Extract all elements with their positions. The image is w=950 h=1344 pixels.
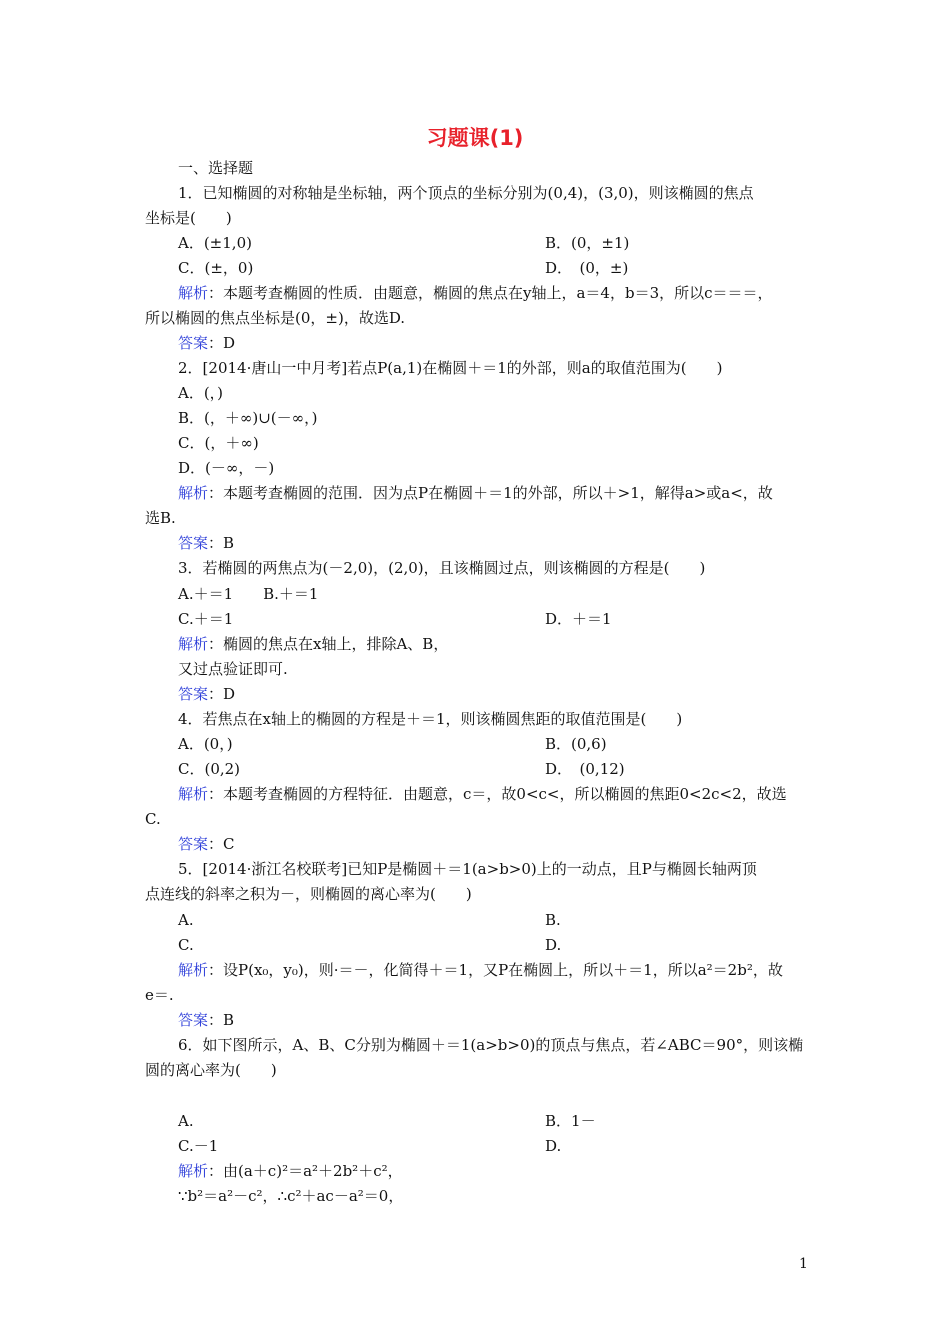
text-line (178, 358, 722, 378)
answer-label: 解析 (178, 961, 209, 979)
text-line (545, 734, 607, 754)
text-run: ：本题考查椭圆的方程特征．由题意，c＝，故0<c<，所以椭圆的焦距0<2c<2，故选 (208, 785, 787, 803)
text-run: ：设P(x₀，y₀)，则·＝－，化简得＋＝1，又P在椭圆上，所以＋＝1，所以a²＝2b²，故 (208, 961, 783, 979)
text-line (145, 208, 232, 228)
text-run: ：由(a＋c)²＝a²＋2b²＋c²， (208, 1162, 403, 1180)
text-line (178, 659, 288, 679)
text-run: ：C (208, 835, 235, 853)
text-run: ：本题考查椭圆的性质．由题意，椭圆的焦点在y轴上，a＝4，b＝3，所以c＝＝＝， (208, 284, 773, 302)
answer-label: 答案 (178, 334, 209, 352)
text-run: C.－1 (178, 1137, 219, 1155)
answer-label: 解析 (178, 785, 209, 803)
text-run: C. (145, 810, 161, 828)
text-line (178, 584, 318, 604)
text-line (545, 935, 561, 955)
text-run: B．(，＋∞)∪(－∞，) (178, 409, 318, 427)
text-line (178, 483, 773, 503)
text-run: C. (178, 936, 194, 954)
text-line (178, 183, 754, 203)
text-run: 一、选择题 (178, 159, 254, 177)
answer-label: 解析 (178, 635, 209, 653)
text-run: 又过点验证即可. (178, 660, 288, 678)
text-line (178, 333, 235, 353)
answer-label: 解析 (178, 1162, 209, 1180)
text-line (178, 734, 233, 754)
text-line (178, 910, 194, 930)
text-line (545, 258, 628, 278)
text-run: C．(±，0) (178, 259, 254, 277)
text-line (178, 1161, 403, 1181)
text-line (545, 910, 561, 930)
text-run: 点连线的斜率之积为－，则椭圆的离心率为( ) (145, 885, 472, 903)
text-line (178, 158, 253, 178)
text-run: 5．[2014·浙江名校联考]已知P是椭圆＋＝1(a>b>0)上的一动点，且P与椭圆长轴两顶 (178, 860, 757, 878)
text-run: D．(－∞，－) (178, 459, 275, 477)
text-line (178, 609, 233, 629)
text-run: A.＋＝1 B.＋＝1 (178, 585, 319, 603)
text-line (178, 784, 787, 804)
text-line (545, 1136, 561, 1156)
text-line (178, 558, 705, 578)
text-line (178, 533, 234, 553)
text-run: D．＋＝1 (545, 610, 612, 628)
text-run: D. (545, 1137, 562, 1155)
text-line (178, 684, 235, 704)
text-line (178, 383, 223, 403)
text-run: B. (545, 911, 561, 929)
text-line (145, 985, 174, 1005)
text-run: A. (178, 911, 194, 929)
text-run: 3．若椭圆的两焦点为(－2,0)，(2,0)，且该椭圆过点，则该椭圆的方程是( ) (178, 559, 706, 577)
answer-label: 解析 (178, 484, 209, 502)
text-line (178, 859, 757, 879)
text-line (545, 609, 612, 629)
text-line (178, 233, 252, 253)
text-run: D. (545, 936, 562, 954)
text-line (178, 1035, 803, 1055)
text-run: ：椭圆的焦点在x轴上，排除A、B， (208, 635, 449, 653)
text-run: B．(0,6) (545, 735, 607, 753)
text-line (545, 1111, 596, 1131)
text-line (178, 1111, 194, 1131)
answer-label: 答案 (178, 1011, 209, 1029)
text-run: ：本题考查椭圆的范围．因为点P在椭圆＋＝1的外部，所以＋>1，解得a>或a<，故 (208, 484, 773, 502)
text-line (178, 834, 235, 854)
text-line (178, 283, 773, 303)
text-run: 1．已知椭圆的对称轴是坐标轴，两个顶点的坐标分别为(0,4)，(3,0)，则该椭圆的焦点 (178, 184, 754, 202)
text-run: ：B (208, 534, 235, 552)
text-run: D． (0，±) (545, 259, 629, 277)
page-title: 习题课(1) (426, 126, 524, 150)
answer-label: 答案 (178, 835, 209, 853)
text-run: A．(0，) (178, 735, 233, 753)
text-run: C．(，＋∞) (178, 434, 259, 452)
text-run: C.＋＝1 (178, 610, 234, 628)
text-line (178, 960, 783, 980)
text-line (145, 508, 176, 528)
text-run: A. (178, 1112, 194, 1130)
text-run: A．(±1,0) (178, 234, 252, 252)
text-line (178, 1186, 403, 1206)
text-run: 圆的离心率为( ) (145, 1061, 277, 1079)
text-run: B．(0，±1) (545, 234, 630, 252)
text-line (545, 233, 629, 253)
text-line (178, 408, 318, 428)
text-line (178, 258, 253, 278)
text-line (178, 709, 682, 729)
text-run: 6．如下图所示，A、B、C分别为椭圆＋＝1(a>b>0)的顶点与焦点，若∠ABC＝90°，则该椭 (178, 1036, 804, 1054)
text-run: D． (0,12) (545, 760, 625, 778)
text-line (145, 884, 472, 904)
answer-label: 答案 (178, 685, 209, 703)
text-run: ：B (208, 1011, 235, 1029)
page-number: 1 (799, 1256, 808, 1272)
text-run: 选B. (145, 509, 176, 527)
text-line (145, 308, 405, 328)
text-run: 2．[2014·唐山一中月考]若点P(a,1)在椭圆＋＝1的外部，则a的取值范围为( ) (178, 359, 723, 377)
text-line (178, 634, 448, 654)
text-run: e＝. (145, 986, 174, 1004)
text-run: 所以椭圆的焦点坐标是(0，±)，故选D. (145, 309, 406, 327)
text-run: 坐标是( ) (145, 209, 232, 227)
text-line (178, 433, 259, 453)
text-run: B．1－ (545, 1112, 596, 1130)
text-line (178, 458, 274, 478)
text-run: 4．若焦点在x轴上的椭圆的方程是＋＝1，则该椭圆焦距的取值范围是( ) (178, 710, 683, 728)
text-line (178, 759, 240, 779)
text-run: ：D (208, 685, 236, 703)
text-line (145, 809, 161, 829)
text-line (178, 1136, 218, 1156)
text-line (178, 1010, 234, 1030)
text-run: C．(0,2) (178, 760, 241, 778)
answer-label: 答案 (178, 534, 209, 552)
text-line (178, 935, 194, 955)
text-line (145, 1060, 277, 1080)
text-run: A．(，) (178, 384, 224, 402)
text-run: ：D (208, 334, 236, 352)
text-line (545, 759, 625, 779)
text-run: ∵b²＝a²－c²，∴c²＋ac－a²＝0， (178, 1187, 404, 1205)
answer-label: 解析 (178, 284, 209, 302)
